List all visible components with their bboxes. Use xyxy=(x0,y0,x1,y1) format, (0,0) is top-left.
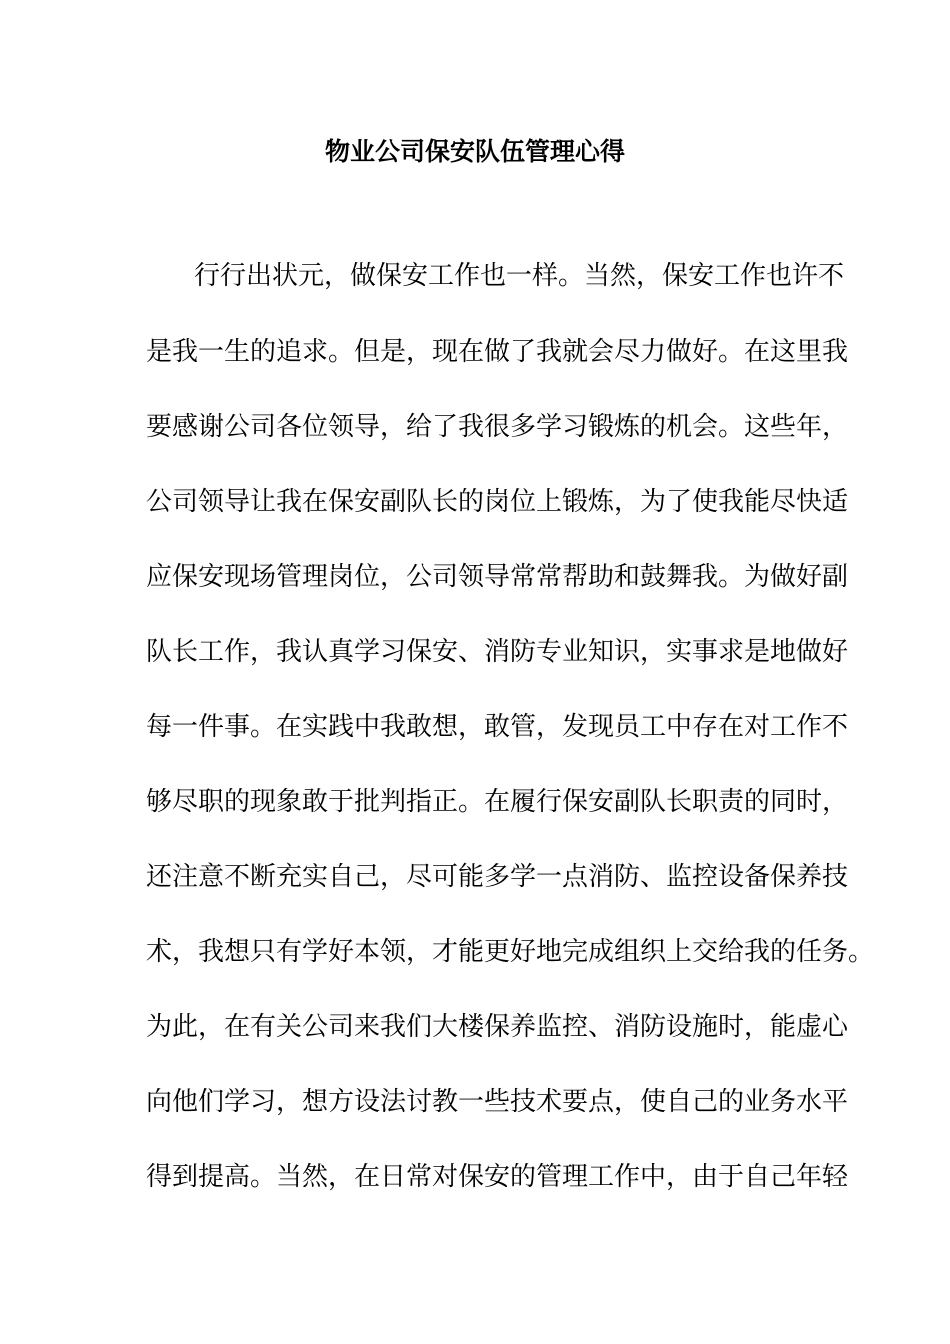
document-title: 物业公司保安队伍管理心得 xyxy=(324,137,625,166)
paragraph-line: 够尽职的现象敢于批判指正。在履行保安副队长职责的同时， xyxy=(146,787,849,817)
paragraph-line: 行行出状元，做保安工作也一样。当然，保安工作也许不 xyxy=(194,261,845,291)
paragraph-line: 要感谢公司各位领导，给了我很多学习锻炼的机会。这些年， xyxy=(146,412,849,442)
paragraph-line: 为此，在有关公司来我们大楼保养监控、消防设施时，能虚心 xyxy=(146,1012,849,1042)
paragraph-line: 得到提高。当然，在日常对保安的管理工作中，由于自己年轻 xyxy=(146,1162,849,1192)
document-body xyxy=(146,0,875,1344)
paragraph-line: 还注意不断充实自己，尽可能多学一点消防、监控设备保养技 xyxy=(146,862,849,892)
paragraph-line: 向他们学习，想方设法讨教一些技术要点，使自己的业务水平 xyxy=(146,1087,849,1117)
paragraph-line: 是我一生的追求。但是，现在做了我就会尽力做好。在这里我 xyxy=(146,337,849,367)
paragraph-line: 队长工作，我认真学习保安、消防专业知识，实事求是地做好 xyxy=(146,637,849,667)
paragraph-line: 每一件事。在实践中我敢想，敢管，发现员工中存在对工作不 xyxy=(146,712,849,742)
paragraph-line: 应保安现场管理岗位，公司领导常常帮助和鼓舞我。为做好副 xyxy=(146,562,849,592)
paragraph-line: 术，我想只有学好本领，才能更好地完成组织上交给我的任务。 xyxy=(146,937,875,967)
paragraph-line: 公司领导让我在保安副队长的岗位上锻炼，为了使我能尽快适 xyxy=(146,487,849,517)
